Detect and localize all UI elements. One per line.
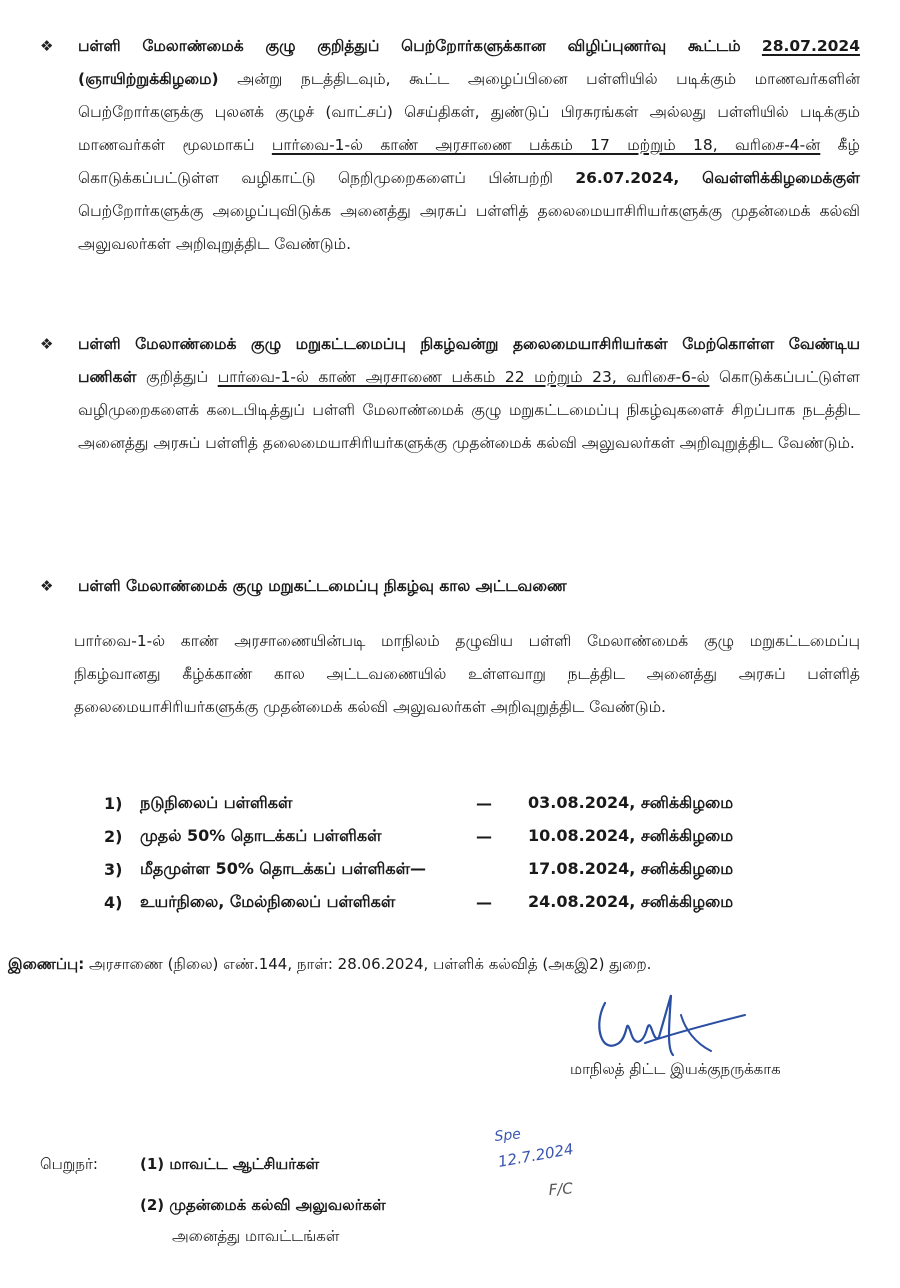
paragraph-text: [78, 328, 860, 460]
schedule-row: [104, 853, 834, 886]
attachment-line: [8, 955, 651, 975]
schedule-number: 2): [104, 827, 123, 846]
signature-icon: [585, 985, 755, 1065]
deadline-date: 26.07.2024, வெள்ளிக்கிழமைக்குள்: [575, 169, 860, 187]
schedule-row: [104, 820, 834, 853]
schedule-intro: [74, 625, 860, 724]
schedule-heading-block: [40, 570, 860, 603]
schedule-dash: —: [476, 794, 492, 813]
handwritten-initial: Spe: [493, 1126, 522, 1145]
paragraph-body: கீழ் கொடுக்கப்பட்டுள்ள வழிகாட்டு நெறிமுறைகளைப் பின்பற்றி: [78, 136, 860, 187]
schedule-school-type: மீதமுள்ள 50% தொடக்கப் பள்ளிகள்—: [140, 859, 427, 878]
schedule-dash: —: [476, 893, 492, 912]
meeting-title: பள்ளி மேலாண்மைக் குழு குறித்துப் பெற்றோர்களுக்கான விழிப்புணர்வு கூட்டம்: [78, 37, 741, 55]
schedule-school-type: உயர்நிலை, மேல்நிலைப் பள்ளிகள்: [140, 892, 396, 911]
schedule-school-type: முதல் 50% தொடக்கப் பள்ளிகள்: [140, 826, 382, 845]
schedule-list: [104, 787, 834, 919]
meeting-day: (ஞாயிற்றுக்கிழமை): [78, 70, 219, 88]
recipient-item: (1) மாவட்ட ஆட்சியர்கள்: [140, 1155, 320, 1173]
schedule-dash: —: [476, 827, 492, 846]
schedule-row: [104, 886, 834, 919]
schedule-number: 3): [104, 860, 123, 879]
paragraph-body: கொடுக்கப்பட்டுள்ள வழிமுறைகளைக் கடைபிடித்துப் பள்ளி மேலாண்மைக் குழு மறுகட்டமைப்பு நிகழ்வுகளைச் சிறப்பாக நடத்திட அனைத்து அரசுப் பள்ளித் தலைமையாசிரியர்களுக்கு முதன்மைக் கல்வி அலுவலர்கள் அறிவுறுத்திட வேண்டும்.: [78, 368, 860, 452]
bullet-diamond-icon: ❖: [40, 37, 54, 55]
recipient-sub: அனைத்து மாவட்டங்கள்: [172, 1227, 340, 1245]
paragraph-reconstitution-tasks: [40, 328, 860, 460]
schedule-date: 17.08.2024, சனிக்கிழமை: [528, 859, 734, 878]
bullet-diamond-icon: ❖: [40, 577, 54, 595]
schedule-intro-text: பார்வை-1-ல் காண் அரசாணையின்படி மாநிலம் தழுவிய பள்ளி மேலாண்மைக் குழு மறுகட்டமைப்பு நிகழ்வானது கீழ்க்காண் கால அட்டவணையில் உள்ளவாறு நடத்திட அனைத்து அரசுப் பள்ளித் தலைமையாசிரியர்களுக்கு முதன்மைக் கல்வி அலுவலர்கள் அறிவுறுத்திட வேண்டும்.: [74, 632, 860, 716]
paragraph-body: பெற்றோர்களுக்கு அழைப்புவிடுக்க அனைத்து அரசுப் பள்ளித் தலைமையாசிரியர்களுக்கு முதன்மைக் கல்வி அலுவலர்கள் அறிவுறுத்திட வேண்டும்.: [78, 202, 860, 253]
schedule-heading: பள்ளி மேலாண்மைக் குழு மறுகட்டமைப்பு நிகழ்வு கால அட்டவணை: [78, 577, 567, 595]
tasks-title: பள்ளி மேலாண்மைக் குழு மறுகட்டமைப்பு நிகழ்வன்று தலைமையாசிரியர்கள் மேற்கொள்ள வேண்டிய பணிகள்: [78, 335, 860, 386]
meeting-date: 28.07.2024: [761, 37, 860, 55]
schedule-date: 03.08.2024, சனிக்கிழமை: [528, 793, 734, 812]
recipient-item: (2) முதன்மைக் கல்வி அலுவலர்கள்: [140, 1196, 386, 1214]
reference-text: பார்வை-1-ல் காண் அரசாணை பக்கம் 22 மற்றும் 23, வரிசை-6-ல்: [217, 368, 710, 386]
handwritten-fc: F/C: [548, 1179, 574, 1199]
attachment-text: அரசாணை (நிலை) எண்.144, நாள்: 28.06.2024, பள்ளிக் கல்வித் (அகஇ2) துறை.: [88, 955, 652, 973]
handwritten-date: 12.7.2024: [496, 1139, 575, 1171]
reference-text: பார்வை-1-ல் காண் அரசாணை பக்கம் 17 மற்றும் 18, வரிசை-4-ன்: [271, 136, 821, 154]
paragraph-body: அன்று நடத்திடவும், கூட்ட அழைப்பினை பள்ளியில் படிக்கும் மாணவர்களின் பெற்றோர்களுக்கு புலனக் குழுச் (வாட்சப்) செய்திகள், துண்டுப் பிரசுரங்கள் அல்லது பள்ளியில் படிக்கும் மாணவர்கள் மூலமாகப்: [78, 70, 860, 154]
handwritten-note: [493, 1123, 623, 1203]
recipients-label: பெறுநர்:: [40, 1155, 98, 1173]
schedule-school-type: நடுநிலைப் பள்ளிகள்: [140, 793, 293, 812]
schedule-date: 10.08.2024, சனிக்கிழமை: [528, 826, 734, 845]
schedule-row: [104, 787, 834, 820]
schedule-number: 1): [104, 794, 123, 813]
schedule-number: 4): [104, 893, 123, 912]
schedule-date: 24.08.2024, சனிக்கிழமை: [528, 892, 734, 911]
attachment-label: இணைப்பு:: [8, 955, 85, 973]
bullet-diamond-icon: ❖: [40, 335, 54, 353]
paragraph-text: [78, 30, 860, 261]
paragraph-awareness-meeting: [40, 30, 860, 261]
paragraph-body: குறித்துப்: [146, 368, 209, 386]
signature-caption: மாநிலத் திட்ட இயக்குநருக்காக: [570, 1060, 781, 1078]
